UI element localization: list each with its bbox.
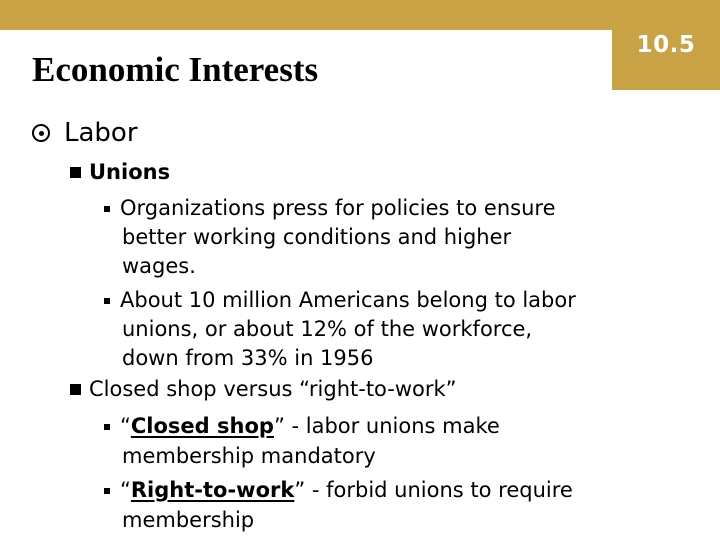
term-right-to-work: Right-to-work	[130, 478, 295, 502]
term-closed-shop: Closed shop	[130, 414, 274, 438]
small-square-bullet-icon	[104, 206, 110, 212]
topic-label: Labor	[64, 118, 138, 148]
slide-title: Economic Interests	[32, 50, 319, 89]
section-number: 10.5	[636, 32, 696, 58]
detail-text: Organizations press for policies to ensure	[120, 196, 556, 220]
subtopic-label-closed-shop: Closed shop versus “right-to-work”	[89, 377, 457, 401]
small-square-bullet-icon	[104, 488, 110, 494]
subtopic-bullet-unions	[70, 157, 170, 187]
definition-text: ” - labor unions make	[273, 414, 500, 438]
detail-text-continuation: better working conditions and higher	[122, 225, 512, 249]
square-bullet-icon	[70, 384, 81, 395]
target-bullet-icon	[32, 124, 50, 142]
detail-text-continuation: membership	[122, 508, 255, 532]
detail-bullet-closed-shop-2	[104, 475, 573, 507]
detail-bullet-unions-1	[104, 193, 556, 225]
detail-text-continuation: membership mandatory	[122, 444, 376, 468]
detail-text	[120, 478, 573, 502]
detail-text-continuation: unions, or about 12% of the workforce,	[122, 317, 533, 341]
topic-bullet-labor	[32, 118, 138, 148]
detail-text-continuation: down from 33% in 1956	[122, 346, 374, 370]
subtopic-label-unions: Unions	[89, 160, 171, 184]
small-square-bullet-icon	[104, 424, 110, 430]
small-square-bullet-icon	[104, 298, 110, 304]
detail-text-continuation: wages.	[122, 254, 196, 278]
square-bullet-icon	[70, 167, 81, 178]
detail-text	[120, 414, 500, 438]
detail-bullet-unions-2	[104, 285, 576, 317]
detail-text: About 10 million Americans belong to labor	[120, 288, 576, 312]
definition-text: ” - forbid unions to require	[294, 478, 573, 502]
detail-bullet-closed-shop-1	[104, 411, 500, 443]
open-quote: “	[120, 414, 131, 438]
open-quote: “	[120, 478, 131, 502]
subtopic-bullet-closed-shop	[70, 374, 457, 404]
